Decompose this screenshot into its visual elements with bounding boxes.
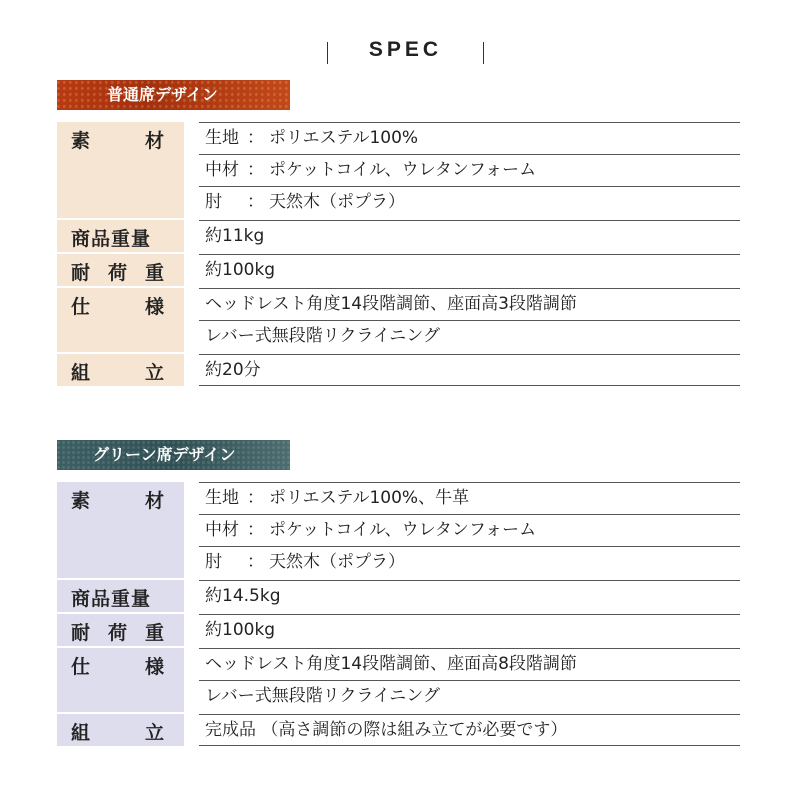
value-row (199, 482, 740, 514)
row-label: 商品重量 (57, 220, 184, 252)
value-text: ヘッドレスト角度14段階調節、座面高8段階調節 (205, 654, 577, 674)
spec-row-assembly (57, 354, 740, 386)
row-label (57, 648, 184, 712)
value-row (199, 122, 740, 154)
section-banner: 普通席デザイン (57, 80, 290, 110)
spec-row-weight (57, 580, 740, 612)
value-text: 約100kg (205, 620, 276, 640)
value-row (199, 186, 740, 218)
value-text: ポケットコイル、ウレタンフォーム (269, 160, 537, 180)
label-char: 耐 (71, 622, 91, 644)
value-text: 完成品 （高さ調節の際は組み立てが必要です） (205, 720, 568, 740)
row-label (57, 614, 184, 646)
value-text: ポケットコイル、ウレタンフォーム (269, 520, 537, 540)
value-text: 約14.5kg (205, 586, 281, 606)
value-text: 約11kg (205, 226, 265, 246)
page-title: SPEC (368, 38, 443, 61)
value-key: 生地 (205, 128, 239, 148)
value-text: ポリエステル100%、牛革 (269, 488, 470, 508)
spec-section-green (57, 440, 740, 748)
value-text: 約20分 (205, 360, 261, 380)
value-text: レバー式無段階リクライニング (205, 686, 440, 706)
value-key: 生地 (205, 488, 239, 508)
spec-row-spec (57, 648, 740, 712)
value-sep: ： (247, 192, 264, 212)
value-row (199, 680, 740, 712)
spec-row-material (57, 122, 740, 218)
label-char: 素 (71, 490, 91, 512)
spec-table (57, 122, 740, 386)
value-sep: ： (247, 488, 264, 508)
row-label (57, 714, 184, 746)
label-char: 立 (144, 722, 164, 744)
value-row (199, 514, 740, 546)
value-row (199, 614, 740, 646)
value-text: レバー式無段階リクライニング (205, 326, 440, 346)
spec-row-weight (57, 220, 740, 252)
value-row (199, 320, 740, 352)
title-divider-right (483, 42, 484, 64)
value-row (199, 648, 740, 680)
label-char: 耐 (71, 262, 91, 284)
value-key: 中材 (205, 520, 239, 540)
value-text: 天然木（ポプラ） (269, 552, 405, 572)
value-text: ヘッドレスト角度14段階調節、座面高3段階調節 (205, 294, 577, 314)
label-char: 材 (144, 490, 164, 512)
label-char: 立 (144, 362, 164, 384)
label-char: 組 (71, 722, 91, 744)
row-label: 商品重量 (57, 580, 184, 612)
section-banner: グリーン席デザイン (57, 440, 290, 470)
value-key: 中材 (205, 160, 239, 180)
value-row (199, 546, 740, 578)
spec-table (57, 482, 740, 746)
label-char: 荷 (107, 622, 127, 644)
value-row (199, 220, 740, 252)
label-char: 重 (144, 622, 164, 644)
value-text: 天然木（ポプラ） (269, 192, 405, 212)
spec-row-material (57, 482, 740, 578)
row-label (57, 482, 184, 578)
value-key: 肘 (205, 552, 222, 572)
label-char: 様 (144, 296, 164, 318)
value-sep: ： (247, 552, 264, 572)
value-sep: ： (247, 160, 264, 180)
value-row (199, 288, 740, 320)
spec-row-assembly (57, 714, 740, 746)
value-key: 肘 (205, 192, 222, 212)
value-text: ポリエステル100% (269, 128, 419, 148)
spec-section-standard (57, 80, 740, 388)
label-char: 様 (144, 656, 164, 678)
label-char: 素 (71, 130, 91, 152)
spec-row-load (57, 254, 740, 286)
value-row (199, 254, 740, 286)
spec-row-load (57, 614, 740, 646)
label-char: 仕 (71, 656, 91, 678)
value-row (199, 580, 740, 612)
value-sep: ： (247, 128, 264, 148)
label-char: 荷 (107, 262, 127, 284)
row-label (57, 122, 184, 218)
value-text: 約100kg (205, 260, 276, 280)
label-char: 重 (144, 262, 164, 284)
row-label (57, 354, 184, 386)
label-char: 仕 (71, 296, 91, 318)
value-row (199, 354, 740, 386)
value-row (199, 714, 740, 746)
spec-row-spec (57, 288, 740, 352)
label-char: 材 (144, 130, 164, 152)
row-label (57, 288, 184, 352)
value-row (199, 154, 740, 186)
value-sep: ： (247, 520, 264, 540)
row-label (57, 254, 184, 286)
spec-header (0, 36, 800, 68)
label-char: 組 (71, 362, 91, 384)
